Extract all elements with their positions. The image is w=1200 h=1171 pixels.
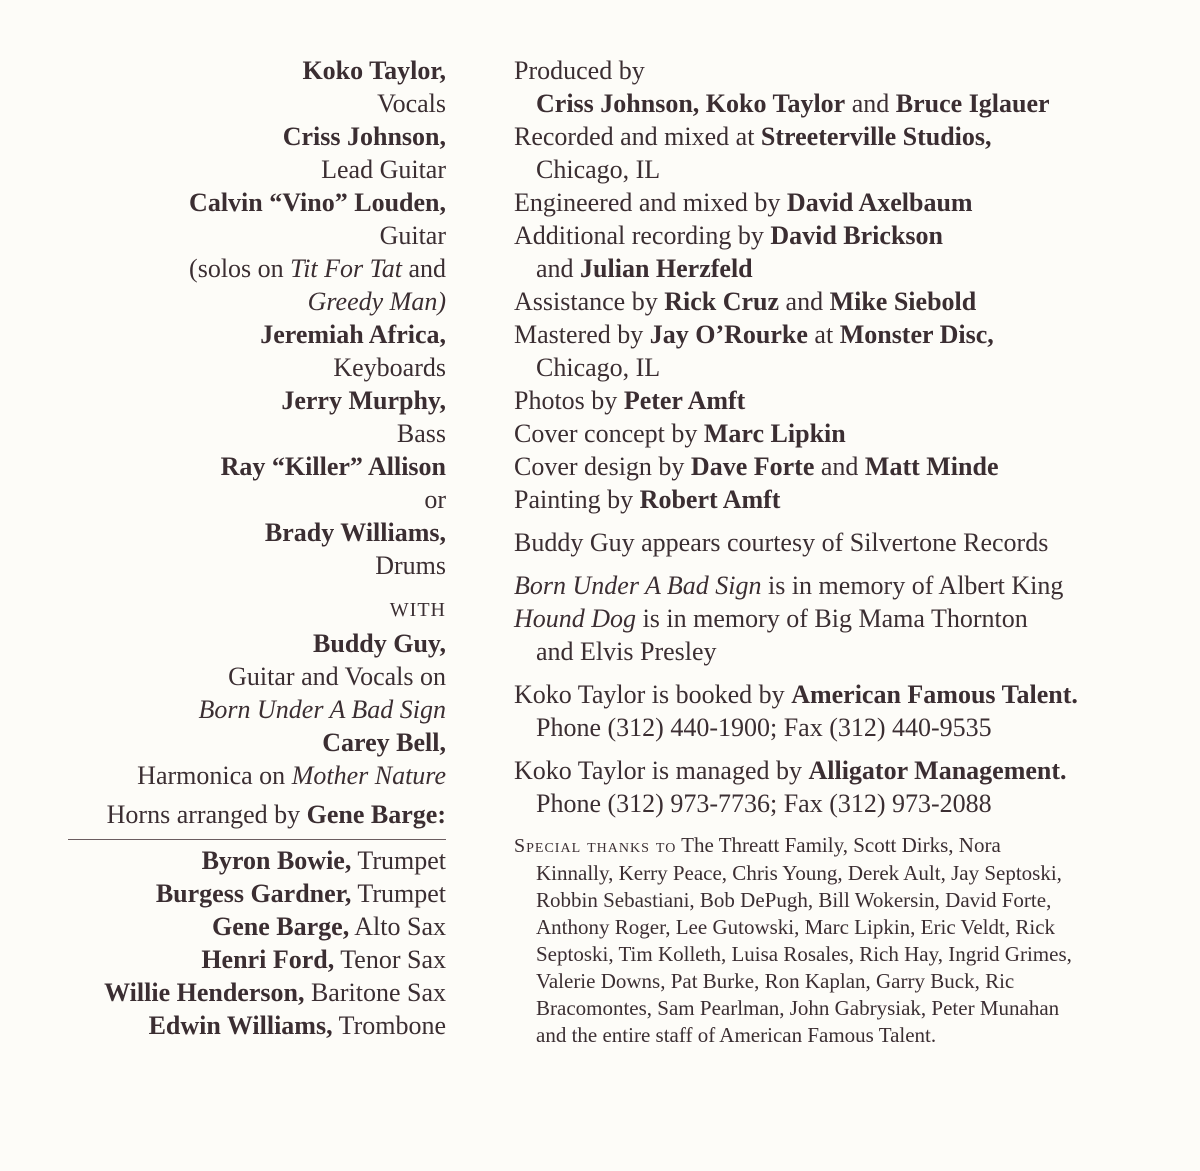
memory-note: Born Under A Bad Sign is in memory of Albert King <box>514 571 1064 600</box>
guest-name: Buddy Guy, <box>313 629 446 658</box>
musician-name: Jerry Murphy, <box>281 386 446 415</box>
management-info: Koko Taylor is managed by Alligator Management. <box>514 756 1067 785</box>
producers: Criss Johnson, Koko Taylor and Bruce Iglauer <box>536 89 1050 118</box>
horn-player: Gene Barge, Alto Sax <box>212 912 446 941</box>
guest-name: Carey Bell, <box>322 728 446 757</box>
thanks-line: Bracomontes, Sam Pearlman, John Gabrysiak, Peter Munahan <box>536 996 1060 1020</box>
produced-by-label: Produced by <box>514 56 645 85</box>
musician-name: Calvin “Vino” Louden, <box>189 188 446 217</box>
thanks-line: Septoski, Tim Kolleth, Luisa Rosales, Rich Hay, Ingrid Grimes, <box>536 942 1072 966</box>
mastering-credit: Mastered by Jay O’Rourke at Monster Disc, <box>514 320 994 349</box>
cover-design-credit: Cover design by Dave Forte and Matt Minde <box>514 452 999 481</box>
thanks-line: Robbin Sebastiani, Bob DePugh, Bill Wokersin, David Forte, <box>536 888 1052 912</box>
musician-name: Brady Williams, <box>264 518 446 547</box>
musician-role: Vocals <box>377 89 446 118</box>
horn-player: Byron Bowie, Trumpet <box>201 846 446 875</box>
horn-player: Burgess Gardner, Trumpet <box>155 879 446 908</box>
memory-note-cont: and Elvis Presley <box>536 637 717 666</box>
engineer-credit: Engineered and mixed by David Axelbaum <box>514 188 973 217</box>
musician-role: Lead Guitar <box>321 155 446 184</box>
mastering-city: Chicago, IL <box>536 353 661 382</box>
horn-player: Edwin Williams, Trombone <box>148 1011 446 1040</box>
musician-name: Ray “Killer” Allison <box>220 452 446 481</box>
booking-info: Koko Taylor is booked by American Famous Talent. <box>514 680 1078 709</box>
thanks-line: Special thanks to The Threatt Family, Scott Dirks, Nora <box>514 833 1001 857</box>
musician-note: (solos on Tit For Tat and <box>189 254 446 283</box>
musician-role: Drums <box>375 551 446 580</box>
horns-heading: Horns arranged by Gene Barge: <box>106 800 446 829</box>
thanks-line: and the entire staff of American Famous Talent. <box>536 1023 937 1047</box>
thanks-line: Valerie Downs, Pat Burke, Ron Kaplan, Garry Buck, Ric <box>536 969 1015 993</box>
thanks-line: Kinnally, Kerry Peace, Chris Young, Derek Ault, Jay Septoski, <box>536 861 1062 885</box>
guest-role: Guitar and Vocals on <box>228 662 446 691</box>
booking-phone: Phone (312) 440-1900; Fax (312) 440-9535 <box>536 713 992 742</box>
cover-concept-credit: Cover concept by Marc Lipkin <box>514 419 846 448</box>
assistance-credit: Assistance by Rick Cruz and Mike Siebold <box>514 287 977 316</box>
production-credits <box>514 54 1174 1049</box>
musician-name: Criss Johnson, <box>282 122 446 151</box>
courtesy-note: Buddy Guy appears courtesy of Silvertone Records <box>514 528 1049 557</box>
musician-credits <box>40 54 446 1042</box>
recorded-city: Chicago, IL <box>536 155 661 184</box>
musician-role: Guitar <box>379 221 446 250</box>
recorded-credit: Recorded and mixed at Streeterville Studios, <box>514 122 992 151</box>
memory-note: Hound Dog is in memory of Big Mama Thornton <box>514 604 1028 633</box>
guest-role: Harmonica on Mother Nature <box>137 761 446 790</box>
thanks-line: Anthony Roger, Lee Gutowski, Marc Lipkin, Eric Veldt, Rick <box>536 915 1056 939</box>
special-thanks <box>514 832 1174 1049</box>
horn-player: Henri Ford, Tenor Sax <box>201 945 446 974</box>
musician-role: Bass <box>396 419 446 448</box>
photos-credit: Photos by Peter Amft <box>514 386 746 415</box>
musician-note: Greedy Man) <box>307 287 446 316</box>
with-heading: WITH <box>389 599 446 621</box>
or-connector: or <box>424 485 446 514</box>
guest-song: Born Under A Bad Sign <box>198 695 446 724</box>
musician-role: Keyboards <box>333 353 446 382</box>
painting-credit: Painting by Robert Amft <box>514 485 781 514</box>
thanks-label: Special thanks to <box>514 835 677 857</box>
horn-player: Willie Henderson, Baritone Sax <box>104 978 446 1007</box>
additional-recording-credit-2: and Julian Herzfeld <box>536 254 753 283</box>
additional-recording-credit: Additional recording by David Brickson <box>514 221 943 250</box>
horns-divider <box>68 839 446 840</box>
musician-name: Jeremiah Africa, <box>260 320 446 349</box>
musician-name: Koko Taylor, <box>302 56 446 85</box>
management-phone: Phone (312) 973-7736; Fax (312) 973-2088 <box>536 789 992 818</box>
